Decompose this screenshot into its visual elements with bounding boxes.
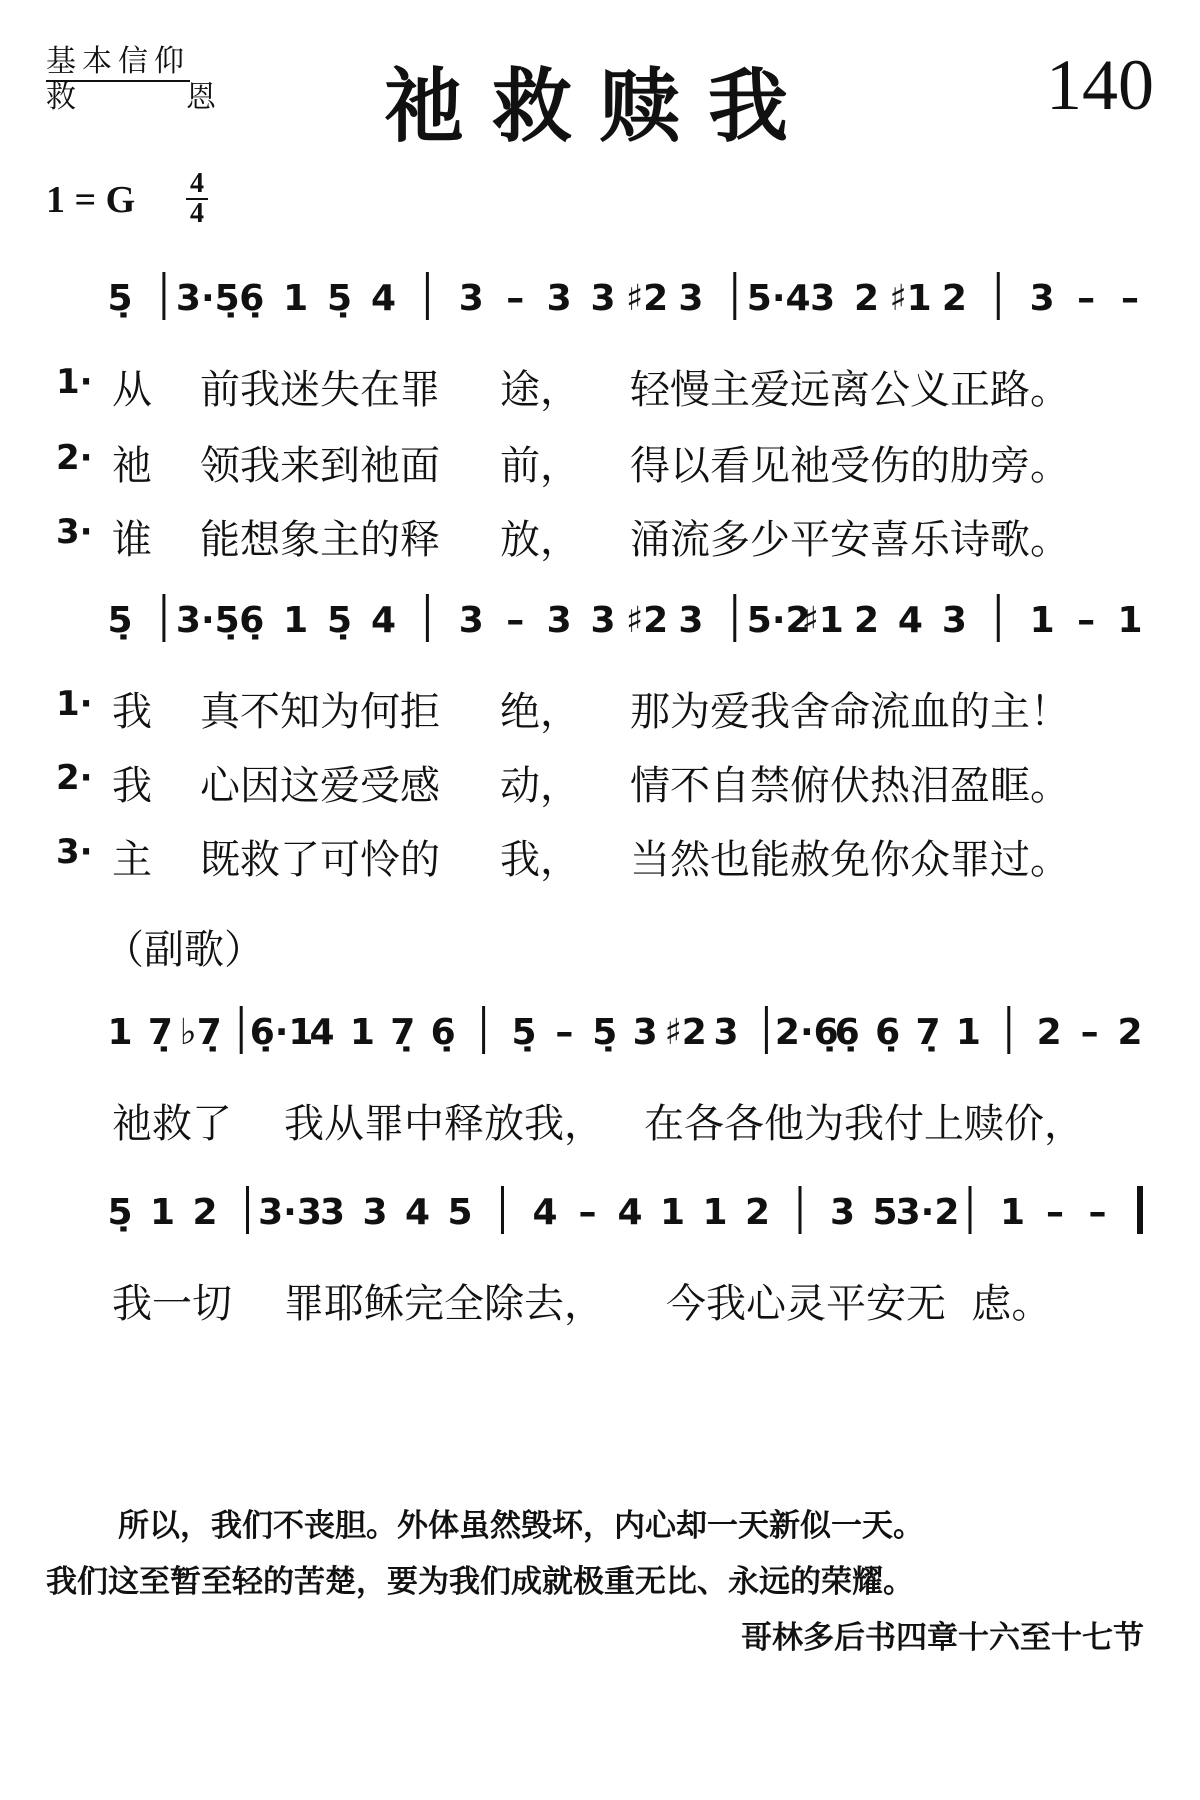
lyric-word: 祂 — [112, 443, 152, 489]
note: 1 — [283, 600, 309, 641]
note: 1 — [702, 1192, 728, 1233]
note: 5̣ — [327, 278, 353, 319]
lyric-phrase: 既救了可怜的 — [200, 837, 440, 883]
note: 3 — [713, 1012, 739, 1053]
note: 6̣·1 — [249, 1012, 314, 1053]
note: 5̣ — [107, 600, 133, 641]
note: 2 — [192, 1192, 218, 1233]
verse-line — [0, 434, 1200, 489]
verse-number: 1· — [56, 684, 93, 724]
lyric-phrase: 我一切 — [112, 1281, 232, 1327]
scripture-line1: 所以，我们不丧胆。外体虽然毁坏，内心却一天新似一天。 — [118, 1508, 924, 1544]
note: 7̣ — [147, 1012, 173, 1053]
lyric-word: 我 — [112, 689, 152, 735]
note: ♯2 — [625, 278, 669, 319]
note: 5 — [872, 1192, 898, 1233]
note: 3 — [319, 1192, 346, 1233]
note: 6̣ — [834, 1012, 860, 1053]
scripture-reference: 哥林多后书四章十六至十七节 — [741, 1620, 1144, 1656]
lyric-word: 放， — [500, 517, 580, 563]
lyric-phrase: 祂救了 — [112, 1101, 232, 1147]
key-signature: 1 = G — [46, 179, 136, 221]
verse-line — [0, 828, 1200, 883]
time-signature — [186, 170, 208, 228]
note: 5·4 — [746, 278, 811, 319]
tie-dash: – — [1077, 278, 1096, 319]
note: 1 — [659, 1192, 686, 1233]
note: 4 — [404, 1192, 431, 1233]
lyric-phrase: 得以看见祂受伤的肋旁。 — [630, 443, 1070, 489]
tie-dash: – — [1121, 278, 1139, 319]
notation-system-3 — [0, 1002, 1200, 1062]
note: 6̣ — [430, 1012, 456, 1053]
note: 3 — [458, 278, 484, 319]
tie-dash: – — [506, 600, 525, 641]
note: 5 — [447, 1192, 473, 1233]
chorus-label: （副歌） — [104, 927, 264, 973]
verse-line — [0, 680, 1200, 735]
note: 6̣ — [239, 600, 265, 641]
note: 3 — [1029, 278, 1055, 319]
lyric-phrase: 真不知为何拒 — [200, 689, 440, 735]
lyric-phrase: 罪耶稣完全除去， — [284, 1281, 604, 1327]
notation-system-4 — [0, 1182, 1200, 1242]
lyric-phrase: 领我来到祂面 — [200, 443, 440, 489]
note: 2 — [744, 1192, 771, 1233]
note: 5·2 — [746, 600, 811, 641]
note: 2 — [853, 278, 880, 319]
note: ♭7̣ — [179, 1012, 222, 1053]
note: 3 — [678, 278, 704, 319]
category-word-2: 恩 — [186, 80, 222, 115]
tie-dash: – — [555, 1012, 574, 1053]
note: 7̣ — [390, 1012, 416, 1053]
note: 4 — [309, 1012, 335, 1053]
chorus-line — [0, 1272, 1200, 1327]
tie-dash: – — [506, 278, 525, 319]
note: 3 — [590, 278, 616, 319]
note: 2 — [941, 278, 967, 319]
lyric-word: 动， — [500, 763, 580, 809]
note: 3 — [678, 600, 704, 641]
note: 5̣ — [107, 278, 133, 319]
note: 3 — [632, 1012, 658, 1053]
lyric-word: 我 — [112, 763, 152, 809]
note: 3 — [590, 600, 616, 641]
lyric-word: 从 — [112, 367, 152, 413]
note: 3 — [829, 1192, 856, 1233]
lyric-phrase: 前我迷失在罪 — [200, 367, 440, 413]
note: 3 — [458, 600, 484, 641]
tie-dash: – — [1046, 1192, 1064, 1233]
verse-number: 3· — [56, 832, 93, 872]
note: 3·3 — [258, 1192, 322, 1233]
note: 3 — [941, 600, 967, 641]
note: 5̣ — [327, 600, 353, 641]
note: 3 — [546, 600, 572, 641]
note: 4 — [532, 1192, 558, 1233]
note: 6̣ — [239, 278, 265, 319]
note: 1 — [107, 1012, 133, 1053]
hymn-title: 祂救赎我 — [384, 59, 816, 153]
note: 4 — [617, 1192, 643, 1233]
time-sig-top: 4 — [190, 168, 204, 199]
note: 4 — [897, 600, 923, 641]
note: 7̣ — [915, 1012, 941, 1053]
note: 1 — [999, 1192, 1026, 1233]
note: 5̣ — [107, 1192, 133, 1233]
note: 1 — [1029, 600, 1055, 641]
note: 3 — [362, 1192, 388, 1233]
lyric-phrase: 在各各他为我付上赎价， — [644, 1101, 1084, 1147]
tie-dash: – — [1077, 600, 1096, 641]
note: 3·2 — [895, 1192, 960, 1233]
tie-dash: – — [1080, 1012, 1099, 1053]
lyric-phrase: 能想象主的释 — [200, 517, 440, 563]
lyric-phrase: 轻慢主爱远离公义正路。 — [630, 367, 1070, 413]
note: 2 — [1036, 1012, 1062, 1053]
lyric-word: 绝， — [500, 689, 580, 735]
note: 5̣ — [592, 1012, 618, 1053]
verse-number: 1· — [56, 362, 93, 402]
note: 3·5̣ — [175, 600, 240, 641]
hymn-number: 140 — [1046, 45, 1154, 125]
verse-number: 2· — [56, 758, 93, 798]
lyric-word: 我， — [500, 837, 580, 883]
note: 3 — [810, 278, 836, 319]
note: 2 — [1117, 1012, 1143, 1053]
tie-dash: – — [1088, 1192, 1107, 1233]
category-line1: 基本信仰 — [46, 46, 190, 82]
lyric-phrase: 我从罪中释放我， — [284, 1101, 604, 1147]
note: 4 — [370, 600, 397, 641]
notation-system-1 — [0, 268, 1200, 328]
note: 1 — [283, 278, 309, 319]
note: 3 — [546, 278, 572, 319]
lyric-word: 前， — [500, 443, 580, 489]
note: 4 — [370, 278, 397, 319]
category-word-1: 救 — [46, 80, 82, 115]
lyric-phrase: 今我心灵平安无 虑。 — [666, 1281, 1052, 1327]
lyric-word: 途， — [500, 367, 580, 413]
note: 6̣ — [875, 1012, 901, 1053]
lyric-phrase: 心因这爱受感 — [200, 763, 440, 809]
note: 1 — [149, 1192, 176, 1233]
lyric-phrase: 那为爱我舍命流血的主！ — [630, 689, 1070, 735]
note: ♯2 — [625, 600, 669, 641]
verse-line — [0, 754, 1200, 809]
note: 3·5̣ — [175, 278, 240, 319]
verse-line — [0, 358, 1200, 413]
note: 5̣ — [511, 1012, 537, 1053]
lyric-word: 主 — [112, 837, 152, 883]
note: ♯2 — [664, 1012, 707, 1053]
verse-number: 3· — [56, 512, 93, 552]
note: 2 — [853, 600, 880, 641]
note: 1 — [349, 1012, 375, 1053]
note: 1 — [1117, 600, 1143, 641]
time-sig-bottom: 4 — [190, 198, 204, 229]
verse-line — [0, 508, 1200, 563]
lyric-phrase: 涌流多少平安喜乐诗歌。 — [630, 517, 1070, 563]
lyric-phrase: 情不自禁俯伏热泪盈眶。 — [630, 763, 1070, 809]
verse-number: 2· — [56, 438, 93, 478]
note: ♯1 — [889, 278, 932, 319]
note: 1 — [955, 1012, 981, 1053]
tie-dash: – — [578, 1192, 597, 1233]
notation-system-2 — [0, 590, 1200, 650]
note: ♯1 — [801, 600, 844, 641]
lyric-word: 谁 — [112, 517, 152, 563]
scripture-line2: 我们这至暂至轻的苦楚，要为我们成就极重无比、永远的荣耀。 — [46, 1564, 914, 1600]
chorus-line — [0, 1092, 1200, 1147]
note: 2·6̣ — [774, 1012, 839, 1053]
lyric-phrase: 当然也能赦免你众罪过。 — [630, 837, 1070, 883]
